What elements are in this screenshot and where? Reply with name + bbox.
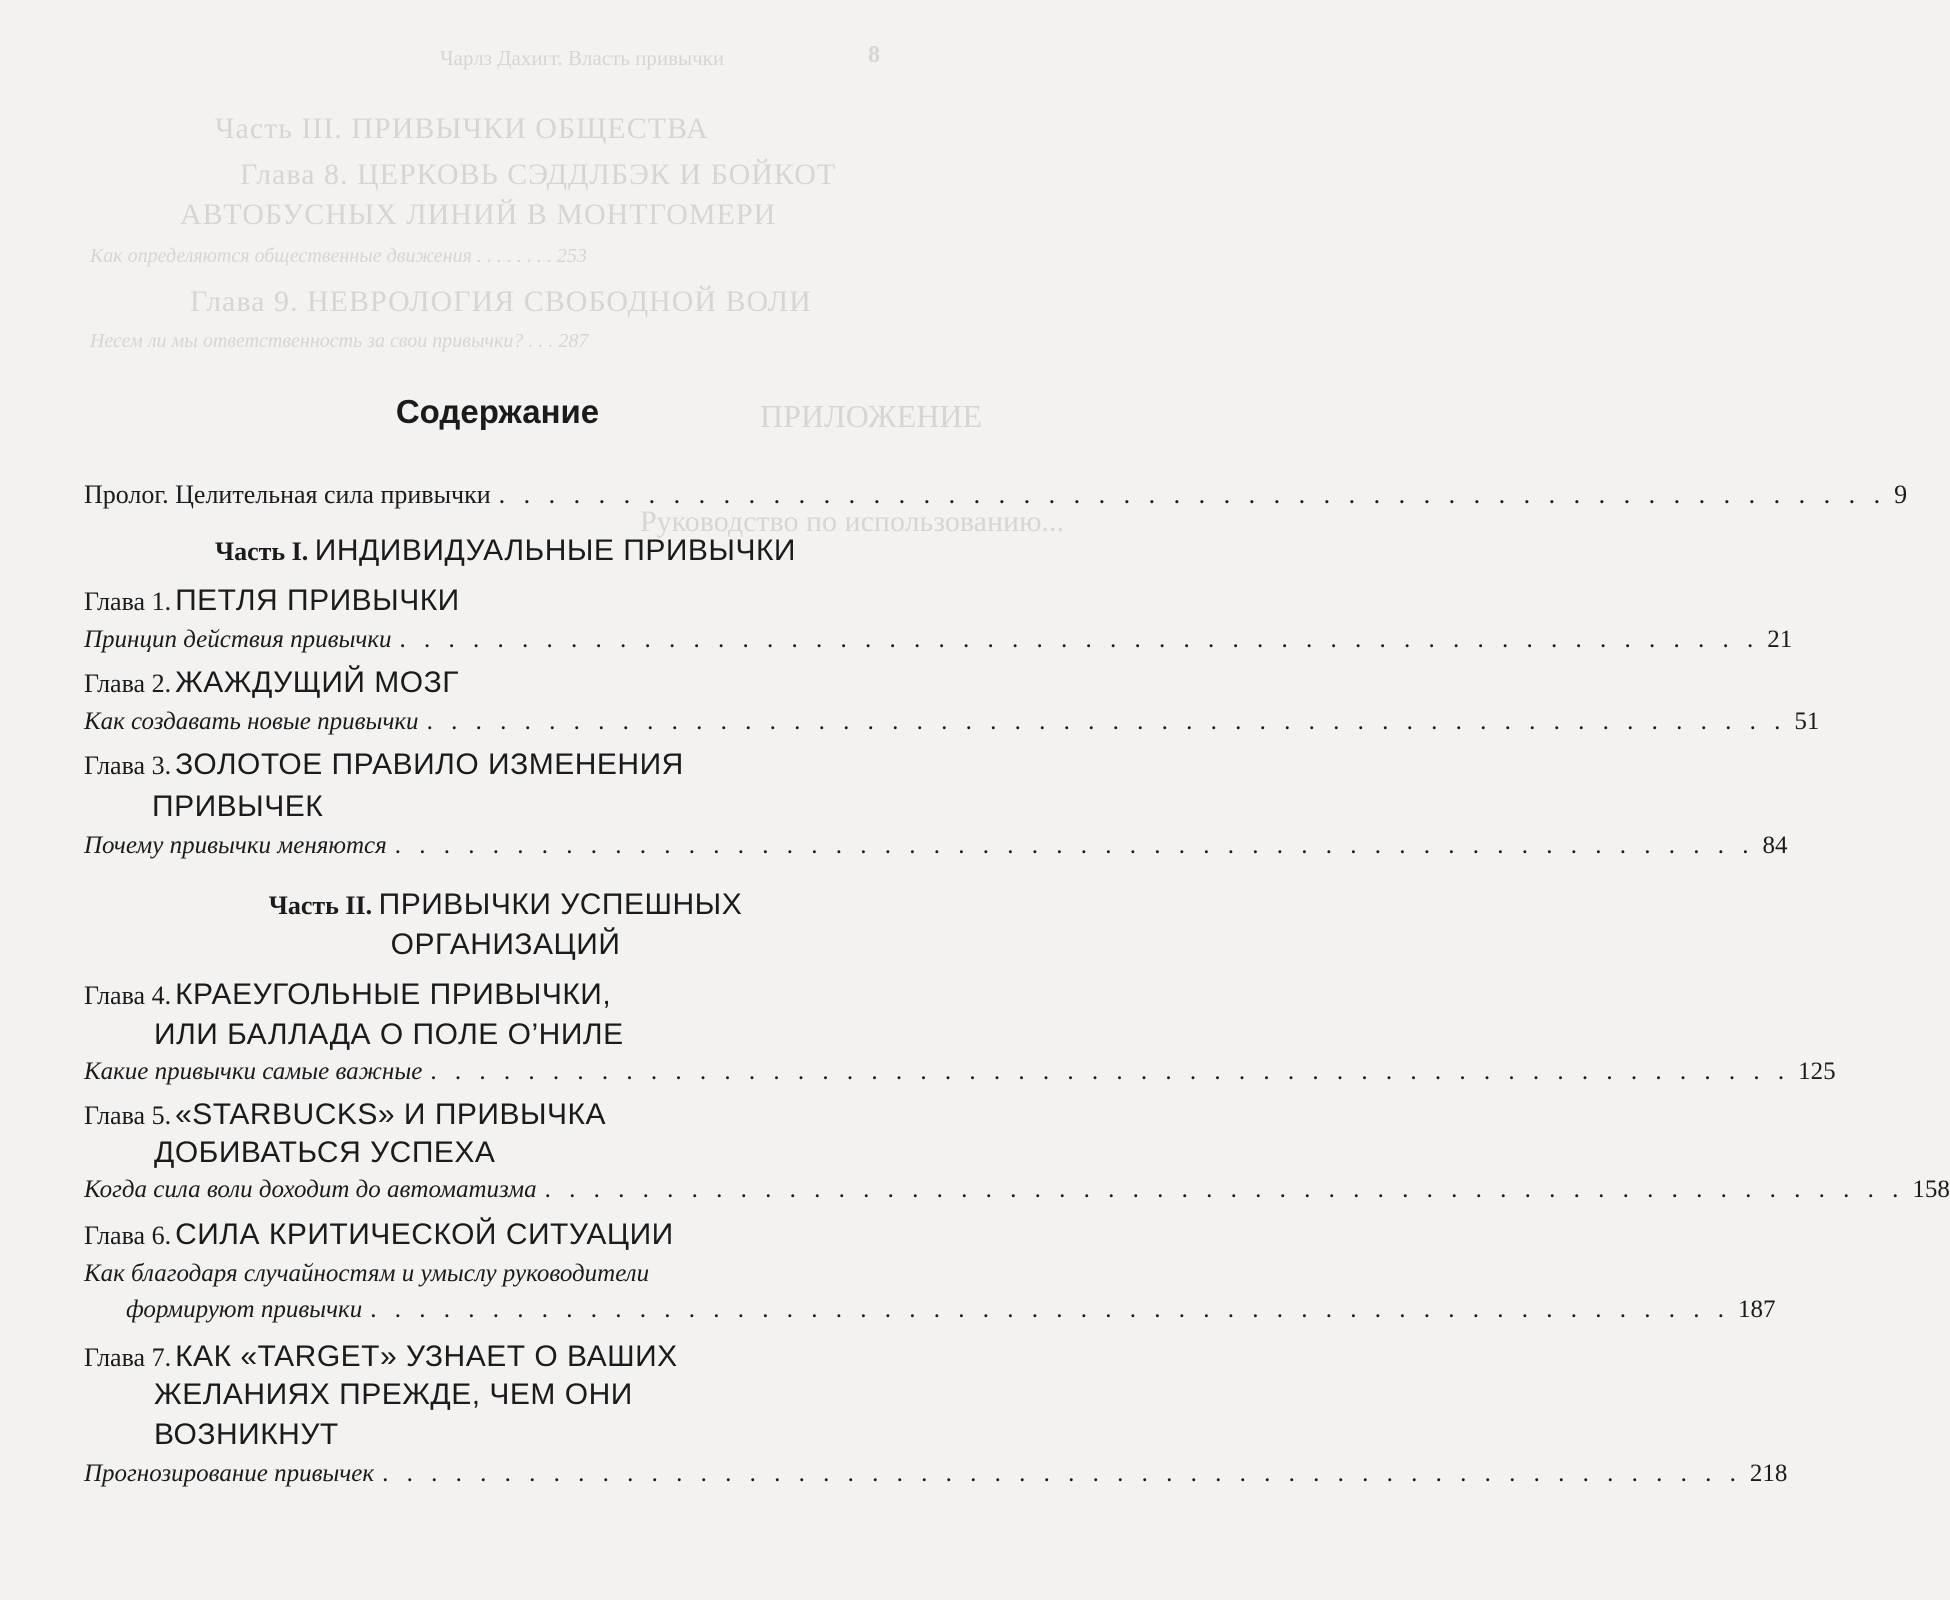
ghost-text: Глава 8. ЦЕРКОВЬ СЭДДЛБЭК И БОЙКОТ <box>240 158 837 191</box>
part-heading-2 <box>0 886 1011 925</box>
prolog-title: Пролог. Целительная сила привычки <box>84 480 491 509</box>
chapter-title: КАК «TARGET» УЗНАЕТ О ВАШИХ <box>175 1340 678 1373</box>
chapter-label: Глава 2. <box>84 669 172 698</box>
toc-subentry-3[interactable] <box>84 830 1788 862</box>
page-number: 84 <box>1762 832 1788 859</box>
toc-subentry-5[interactable] <box>84 1174 1950 1206</box>
ghost-text: Часть III. ПРИВЫЧКИ ОБЩЕСТВА <box>215 112 709 145</box>
chapter-label: Глава 5. <box>84 1101 172 1130</box>
leader-dots: . . . . . . . . . . . . . . . . . . . . . . . . . . . . . . . . . . . . . . . . . . . . . . . . . . . . . . . . <box>498 480 1887 509</box>
toc-subentry-1[interactable] <box>84 624 1793 656</box>
toc-subentry-4[interactable] <box>84 1056 1836 1088</box>
page-number: 218 <box>1749 1460 1788 1487</box>
chapter-subtitle: Когда сила воли доходит до автоматизма <box>84 1176 537 1203</box>
chapter-label: Глава 1. <box>84 587 172 616</box>
page-number: 187 <box>1737 1296 1776 1323</box>
chapter-subtitle-continued: формируют привычки <box>126 1296 363 1323</box>
leader-dots: . . . . . . . . . . . . . . . . . . . . . . . . . . . . . . . . . . . . . . . . . . . . . . . . . . . . . . . . <box>382 1460 1742 1487</box>
leader-dots: . . . . . . . . . . . . . . . . . . . . . . . . . . . . . . . . . . . . . . . . . . . . . . . . . . . . . . . . <box>544 1176 1905 1203</box>
toc-entry-prolog[interactable] <box>84 478 1908 512</box>
chapter-subtitle: Как благодаря случайностям и умыслу руководители <box>84 1260 650 1287</box>
chapter-title: ЖАЖДУЩИЙ МОЗГ <box>175 666 459 699</box>
part-title: ПРИВЫЧКИ УСПЕШНЫХ <box>378 888 743 921</box>
part-heading-1 <box>0 532 1011 571</box>
chapter-title: СИЛА КРИТИЧЕСКОЙ СИТУАЦИИ <box>175 1218 674 1251</box>
page-number: 125 <box>1798 1058 1836 1085</box>
ghost-page-number: 8 <box>868 42 880 68</box>
chapter-heading-5[interactable] <box>84 1096 606 1139</box>
chapter-label: Глава 4. <box>84 981 172 1010</box>
chapter-heading-4[interactable] <box>84 976 611 1019</box>
chapter-heading-1[interactable] <box>84 582 460 625</box>
toc-subentry-2[interactable] <box>84 706 1820 738</box>
leader-dots: . . . . . . . . . . . . . . . . . . . . . . . . . . . . . . . . . . . . . . . . . . . . . . . . . . . . . . . . <box>430 1058 1791 1085</box>
chapter-title: ЗОЛОТОЕ ПРАВИЛО ИЗМЕНЕНИЯ <box>175 748 684 781</box>
leader-dots: . . . . . . . . . . . . . . . . . . . . . . . . . . . . . . . . . . . . . . . . . . . . . . . . . . . . . . . . <box>394 832 1755 859</box>
ghost-header: Чарлз Дахигг. Власть привычки <box>440 46 725 70</box>
chapter-title-continued: ЖЕЛАНИЯХ ПРЕЖДЕ, ЧЕМ ОНИ <box>154 1378 633 1411</box>
part-title: ИНДИВИДУАЛЬНЫЕ ПРИВЫЧКИ <box>314 534 796 567</box>
toc-title: Содержание <box>395 393 600 430</box>
chapter-title: КРАЕУГОЛЬНЫЕ ПРИВЫЧКИ, <box>175 978 612 1011</box>
page-number: 21 <box>1767 626 1793 653</box>
ghost-text: Несем ли мы ответственность за свои привычки? . . . 287 <box>90 330 589 352</box>
chapter-heading-6[interactable] <box>84 1216 674 1259</box>
chapter-title-continued: ИЛИ БАЛЛАДА О ПОЛЕ О’НИЛЕ <box>154 1018 624 1051</box>
chapter-subtitle: Какие привычки самые важные <box>84 1058 423 1085</box>
part-title-continued: ОРГАНИЗАЦИЙ <box>390 928 621 961</box>
leader-dots: . . . . . . . . . . . . . . . . . . . . . . . . . . . . . . . . . . . . . . . . . . . . . . . . . . . . . . . . <box>426 708 1787 735</box>
chapter-title-continued: ПРИВЫЧЕК <box>152 790 324 823</box>
ghost-text: Руководство по использованию... <box>640 505 1064 538</box>
chapter-label: Глава 3. <box>84 751 172 780</box>
toc-subentry-7[interactable] <box>84 1458 1788 1490</box>
chapter-label: Глава 7. <box>84 1343 172 1372</box>
chapter-title-continued: ДОБИВАТЬСЯ УСПЕХА <box>154 1136 496 1169</box>
chapter-subtitle: Принцип действия привычки <box>84 626 392 653</box>
chapter-title-continued: ВОЗНИКНУТ <box>154 1418 339 1451</box>
chapter-subtitle: Как создавать новые привычки <box>84 708 419 735</box>
ghost-text: Глава 9. НЕВРОЛОГИЯ СВОБОДНОЙ ВОЛИ <box>190 285 812 318</box>
toc-subentry-6[interactable] <box>126 1294 1776 1326</box>
page-number: 158 <box>1912 1176 1950 1203</box>
chapter-heading-7[interactable] <box>84 1338 678 1381</box>
chapter-heading-3[interactable] <box>84 746 684 789</box>
leader-dots: . . . . . . . . . . . . . . . . . . . . . . . . . . . . . . . . . . . . . . . . . . . . . . . . . . . . . . . . <box>370 1296 1730 1323</box>
chapter-subtitle: Почему привычки меняются <box>84 832 387 859</box>
part-label: Часть II. <box>268 891 373 920</box>
chapter-title: ПЕТЛЯ ПРИВЫЧКИ <box>175 584 460 617</box>
chapter-label: Глава 6. <box>84 1221 172 1250</box>
chapter-heading-2[interactable] <box>84 664 459 707</box>
page-number: 51 <box>1794 708 1820 735</box>
part-label: Часть I. <box>215 537 309 566</box>
leader-dots: . . . . . . . . . . . . . . . . . . . . . . . . . . . . . . . . . . . . . . . . . . . . . . . . . . . . . . . . <box>399 626 1760 653</box>
part-heading-2-cont <box>0 926 1011 965</box>
page-number: 9 <box>1894 480 1908 509</box>
ghost-text: АВТОБУСНЫХ ЛИНИЙ В МОНТГОМЕРИ <box>180 198 777 231</box>
chapter-subtitle: Прогнозирование привычек <box>84 1460 375 1487</box>
chapter-title: «STARBUCKS» И ПРИВЫЧКА <box>175 1098 607 1131</box>
ghost-text: ПРИЛОЖЕНИЕ <box>760 398 983 434</box>
ghost-text: Как определяются общественные движения . . . . . . . . 253 <box>90 245 587 267</box>
